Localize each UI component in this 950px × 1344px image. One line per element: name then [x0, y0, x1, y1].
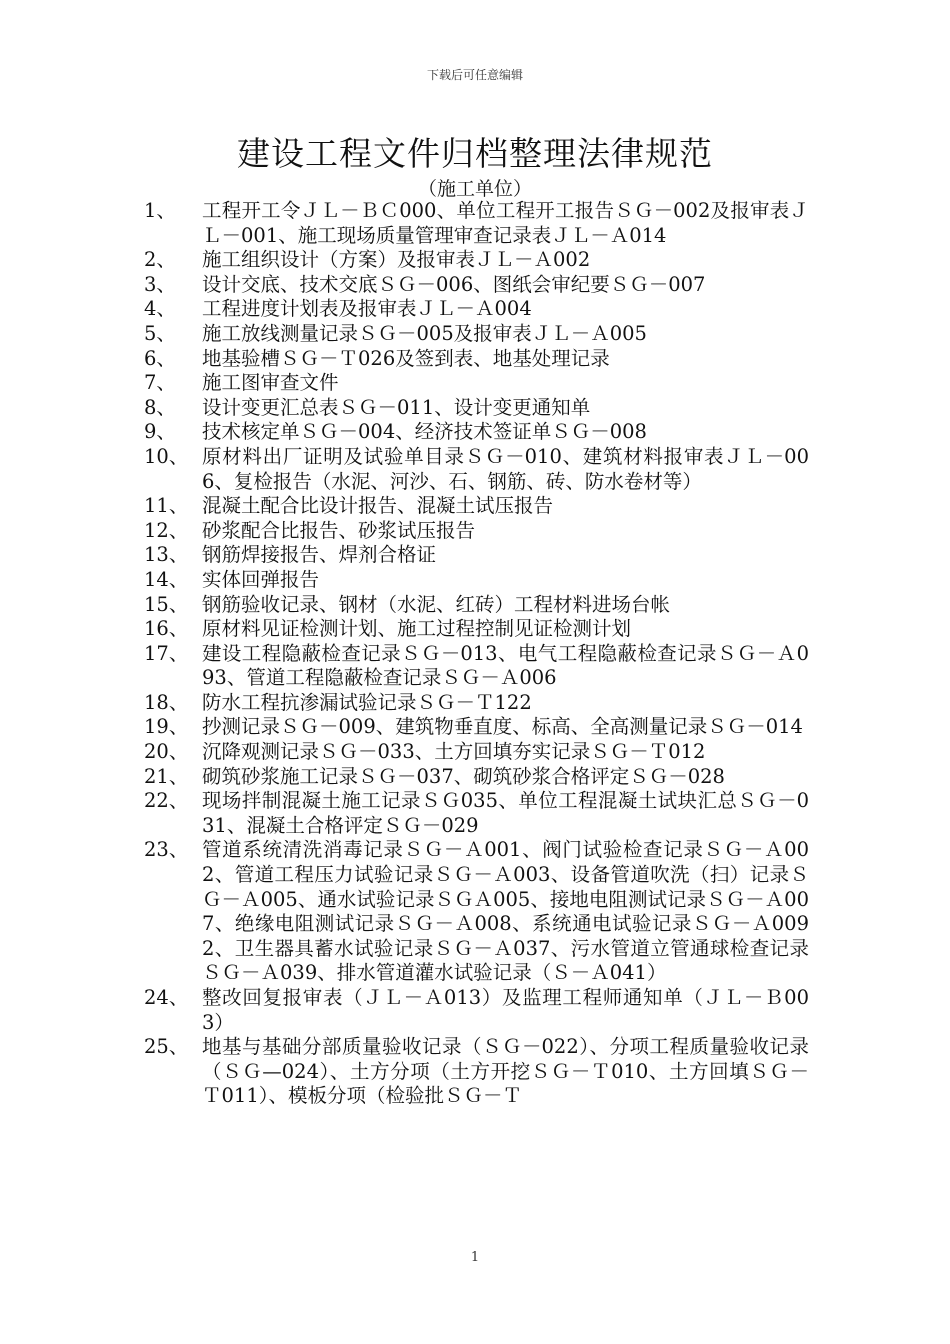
list-item [144, 691, 809, 716]
list-item-text: 原材料出厂证明及试验单目录ＳＧ－010、建筑材料报审表ＪＬ－006、复检报告（水泥、河沙、石、钢筋、砖、防水卷材等） [202, 444, 809, 493]
list-item-text: 砌筑砂浆施工记录ＳＧ－037、砌筑砂浆合格评定ＳＧ－028 [202, 764, 725, 788]
list-item-text: 施工图审查文件 [202, 371, 339, 395]
list-item-number: 14、 [144, 567, 189, 591]
list-item-number: 19、 [144, 715, 189, 739]
list-item-text: 施工组织设计（方案）及报审表ＪＬ－Ａ002 [202, 248, 591, 272]
list-item-text: 沉降观测记录ＳＧ－033、土方回填夯实记录ＳＧ－Ｔ012 [202, 740, 706, 764]
list-item-text: 原材料见证检测计划、施工过程控制见证检测计划 [202, 617, 632, 641]
list-item-number: 23、 [144, 838, 189, 862]
list-item [144, 715, 809, 740]
list-item-text: 工程进度计划表及报审表ＪＬ－Ａ004 [202, 297, 532, 321]
list-item-number: 1、 [144, 199, 176, 222]
list-item-text: 抄测记录ＳＧ－009、建筑物垂直度、标高、全高测量记录ＳＧ－014 [202, 715, 803, 739]
list-item-text: 现场拌制混凝土施工记录ＳＧ035、单位工程混凝土试块汇总ＳＧ－031、混凝土合格评定ＳＧ－029 [202, 789, 809, 837]
list-item [144, 396, 809, 421]
list-item [144, 1035, 809, 1109]
list-item-text: 混凝土配合比设计报告、混凝土试压报告 [202, 494, 554, 518]
list-item [144, 838, 809, 986]
list-item [144, 273, 809, 298]
list-item-text: 地基验槽ＳＧ－Ｔ026及签到表、地基处理记录 [202, 346, 610, 370]
list-item-number: 5、 [144, 321, 176, 345]
list-item-text: 设计交底、技术交底ＳＧ－006、图纸会审纪要ＳＧ－007 [202, 272, 706, 296]
list-item-number: 24、 [144, 986, 189, 1009]
list-item-number: 7、 [144, 371, 176, 395]
page-number: 1 [470, 1250, 480, 1265]
list-item [144, 371, 809, 396]
list-item [144, 297, 809, 322]
list-item-number: 15、 [144, 592, 189, 616]
list-item-text: 整改回复报审表（ＪＬ－Ａ013）及监理工程师通知单（ＪＬ－Ｂ003） [202, 986, 809, 1034]
list-item-number: 16、 [144, 617, 189, 641]
list-item [144, 740, 809, 765]
list-item-number: 4、 [144, 297, 176, 321]
list-item [144, 789, 809, 838]
list-item [144, 593, 809, 618]
list-item-number: 3、 [144, 272, 176, 296]
list-item [144, 617, 809, 642]
list-item-number: 10、 [144, 444, 189, 468]
list-item [144, 765, 809, 790]
list-item [144, 642, 809, 691]
list-item-number: 21、 [144, 764, 189, 788]
list-item-text: 技术核定单ＳＧ－004、经济技术签证单ＳＧ－008 [202, 420, 647, 444]
list-item-number: 11、 [144, 494, 189, 518]
list-item-number: 22、 [144, 789, 189, 813]
archive-item-list [144, 199, 809, 1109]
list-item-number: 6、 [144, 346, 176, 370]
list-item [144, 445, 809, 494]
list-item-text: 钢筋验收记录、钢材（水泥、红砖）工程材料进场台帐 [202, 592, 671, 616]
list-item [144, 568, 809, 593]
list-item-text: 地基与基础分部质量验收记录（ＳＧ－022）、分项工程质量验收记录（ＳＧ—024）、土方分项（土方开挖ＳＧ－Ｔ010、土方回填ＳＧ－Ｔ011）、模板分项（检验批ＳＧ－Ｔ [202, 1035, 809, 1108]
list-item-number: 17、 [144, 641, 189, 665]
list-item [144, 347, 809, 372]
list-item-text: 防水工程抗渗漏试验记录ＳＧ－Ｔ122 [202, 690, 532, 714]
header-note: 下载后可任意编辑 [426, 68, 523, 82]
list-item-number: 8、 [144, 395, 176, 419]
list-item-text: 砂浆配合比报告、砂浆试压报告 [202, 518, 476, 542]
list-item-text: 设计变更汇总表ＳＧ－011、设计变更通知单 [202, 395, 591, 419]
list-item [144, 322, 809, 347]
list-item-text: 建设工程隐蔽检查记录ＳＧ－013、电气工程隐蔽检查记录ＳＧ－Ａ093、管道工程隐蔽检查记录ＳＧ－Ａ006 [202, 641, 809, 690]
list-item-number: 12、 [144, 518, 189, 542]
list-item [144, 986, 809, 1035]
list-item-text: 施工放线测量记录ＳＧ－005及报审表ＪＬ－Ａ005 [202, 321, 647, 345]
list-item-text: 管道系统清洗消毒记录ＳＧ－Ａ001、阀门试验检查记录ＳＧ－Ａ002、管道工程压力试验记录ＳＧ－Ａ003、设备管道吹洗（扫）记录ＳＧ－Ａ005、通水试验记录ＳＧＡ005、接地电阻测试记录ＳＧ－Ａ007、绝缘电阻测试记录ＳＧ－Ａ008、系统通电试验记录ＳＧ－Ａ0092、卫生器具蓄水试验记录ＳＧ－Ａ037、污水管道立管通球检查记录ＳＧ－Ａ039、排水管道灌水试验记录（Ｓ－Ａ041） [202, 838, 809, 985]
list-item-number: 13、 [144, 543, 189, 567]
document-title: 建设工程文件归档整理法律规范 [237, 134, 713, 173]
list-item-number: 18、 [144, 690, 189, 714]
list-item-number: 20、 [144, 740, 189, 764]
list-item [144, 420, 809, 445]
list-item-number: 2、 [144, 248, 176, 272]
list-item-number: 25、 [144, 1035, 189, 1059]
list-item-number: 9、 [144, 420, 176, 444]
list-item [144, 519, 809, 544]
list-item [144, 199, 809, 248]
list-item [144, 494, 809, 519]
list-item-text: 钢筋焊接报告、焊剂合格证 [202, 543, 437, 567]
document-subtitle: （施工单位） [417, 178, 532, 200]
list-item-text: 工程开工令ＪＬ－ＢＣ000、单位工程开工报告ＳＧ－002及报审表ＪＬ－001、施工现场质量管理审查记录表ＪＬ－Ａ014 [202, 199, 809, 247]
list-item [144, 248, 809, 273]
list-item [144, 543, 809, 568]
list-item-text: 实体回弹报告 [202, 567, 320, 591]
